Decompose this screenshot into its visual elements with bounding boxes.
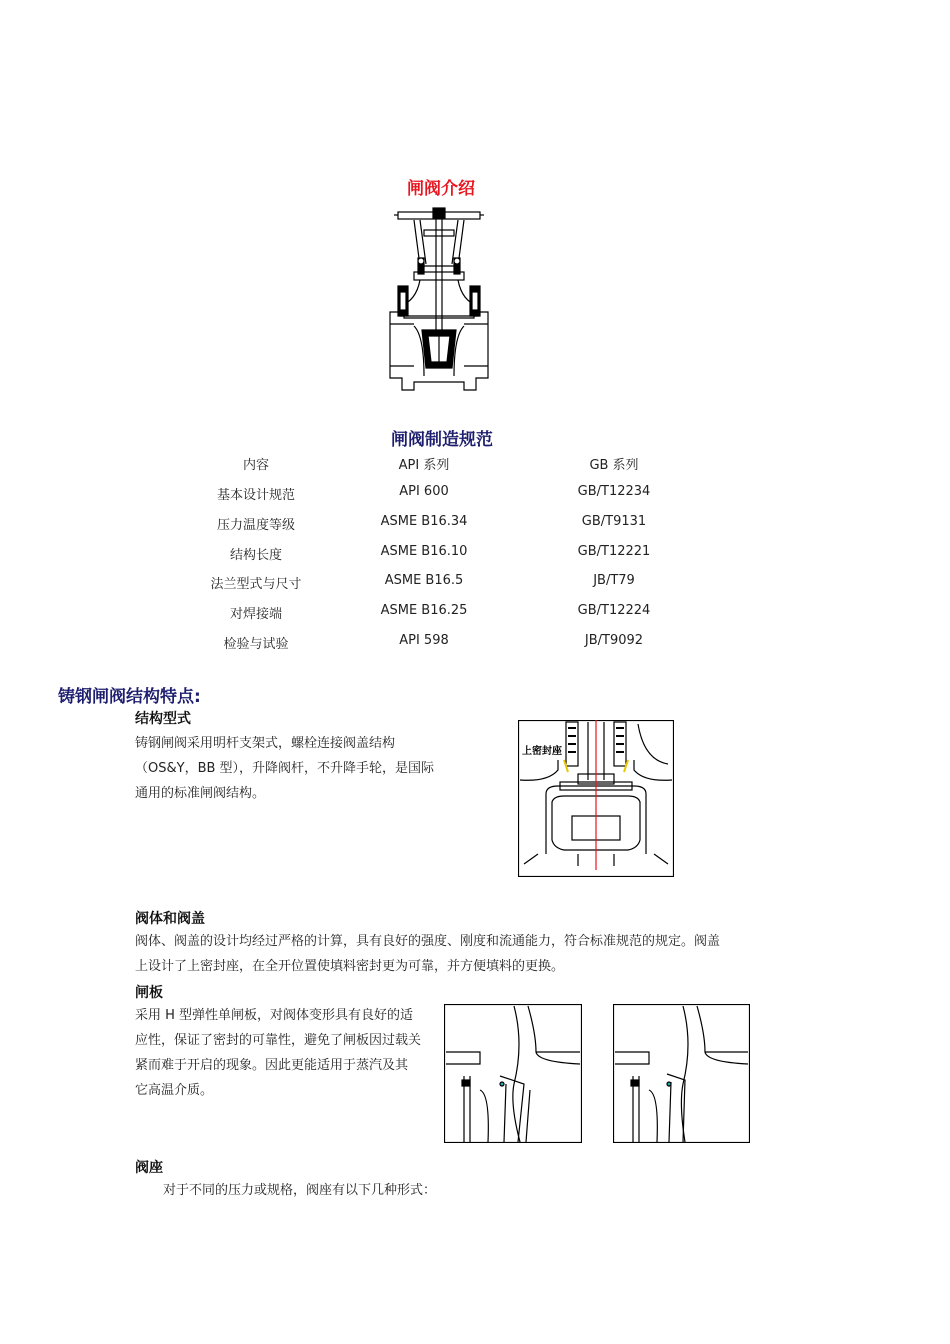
table-cell: ASME B16.10	[380, 544, 468, 559]
table-cell: GB/T12234	[577, 484, 651, 499]
table-cell: 对焊接端	[229, 607, 282, 622]
gate-text	[135, 1003, 445, 1103]
gate-valve-drawing	[384, 206, 494, 394]
gate-figure-right	[613, 1004, 750, 1143]
table-cell: API 598	[399, 633, 449, 648]
features-title: 铸钢闸阀结构特点:	[58, 687, 201, 707]
structure-line: 铸钢闸阀采用明杆支架式，螺栓连接阀盖结构	[135, 736, 396, 751]
body-title: 阀体和阀盖	[135, 911, 205, 927]
table-cell: 法兰型式与尺寸	[210, 577, 302, 592]
structure-line: （OS&Y，BB 型），升降阀杆，不升降手轮，是国际	[135, 761, 435, 776]
spec-header-content: 内容	[242, 458, 269, 473]
structure-title: 结构型式	[135, 711, 191, 727]
body-text	[135, 929, 775, 979]
table-cell: ASME B16.5	[384, 573, 464, 588]
table-cell: GB/T12221	[577, 544, 651, 559]
seat-title: 阀座	[135, 1160, 163, 1176]
table-cell: ASME B16.25	[380, 603, 468, 618]
table-cell: 检验与试验	[223, 637, 289, 652]
spec-title: 闸阀制造规范	[391, 430, 493, 450]
gate-line: 应性，保证了密封的可靠性，避免了闸板因过载关	[135, 1033, 422, 1048]
table-cell: 结构长度	[229, 548, 282, 563]
table-cell: 基本设计规范	[216, 488, 295, 503]
structure-line: 通用的标准闸阀结构。	[135, 786, 266, 801]
spec-header-gb: GB 系列	[589, 458, 639, 473]
gate-line: 它高温介质。	[135, 1083, 214, 1098]
upper-seat-label: 上密封座	[522, 746, 562, 757]
table-cell: JB/T9092	[584, 633, 644, 648]
seat-text	[163, 1178, 563, 1203]
table-cell: ASME B16.34	[380, 514, 468, 529]
gate-line: 紧而难于开启的现象。因此更能适用于蒸汽及其	[135, 1058, 409, 1073]
gate-figure-left	[444, 1004, 582, 1143]
structure-text	[135, 731, 455, 806]
table-cell: JB/T79	[593, 573, 635, 588]
upper-seat-figure	[518, 720, 674, 877]
table-cell: GB/T9131	[581, 514, 647, 529]
table-cell: API 600	[399, 484, 449, 499]
gate-line: 采用 H 型弹性单闸板，对阀体变形具有良好的适	[135, 1008, 414, 1023]
seat-line: 对于不同的压力或规格，阀座有以下几种形式：	[163, 1183, 437, 1198]
spec-header-api: API 系列	[398, 458, 450, 473]
intro-title: 闸阀介绍	[407, 179, 475, 199]
table-cell: GB/T12224	[577, 603, 651, 618]
table-cell: 压力温度等级	[216, 518, 295, 533]
body-line: 阀体、阀盖的设计均经过严格的计算，具有良好的强度、刚度和流通能力，符合标准规范的规定。阀盖	[135, 934, 721, 949]
body-line: 上设计了上密封座，在全开位置使填料密封更为可靠，并方便填料的更换。	[135, 959, 565, 974]
gate-title: 闸板	[135, 985, 163, 1001]
